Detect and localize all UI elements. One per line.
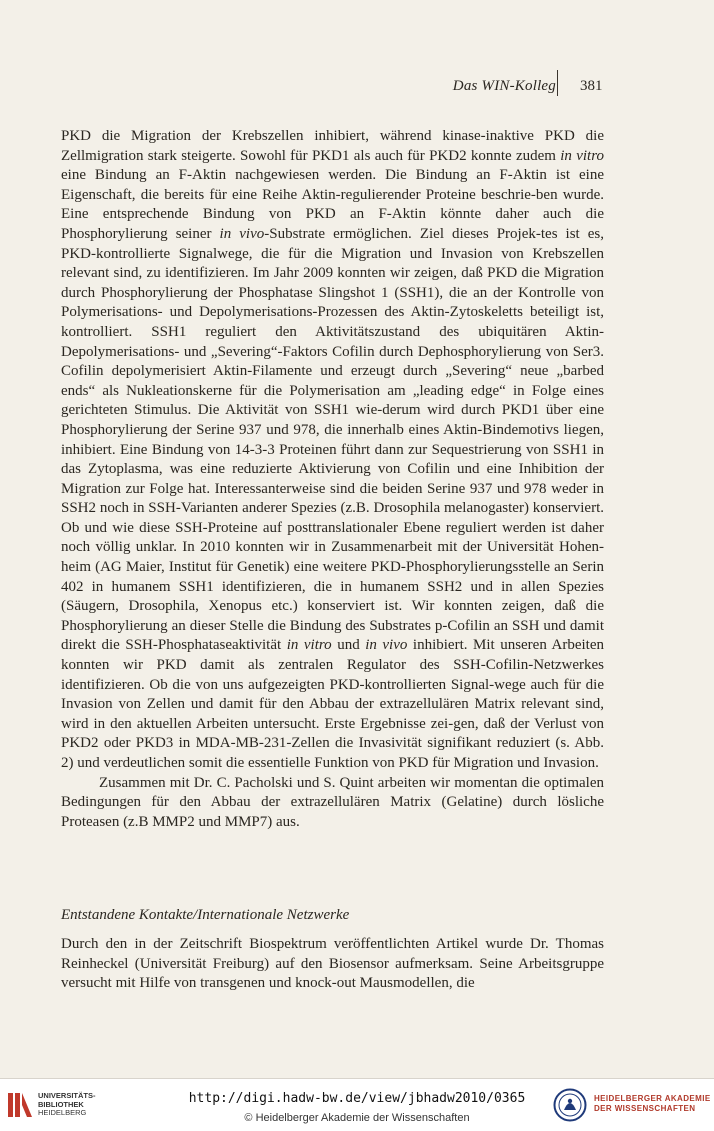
copyright-notice: © Heidelberger Akademie der Wissenschaften bbox=[244, 1112, 470, 1124]
academy-name: HEIDELBERGER AKADEMIE DER WISSENSCHAFTEN bbox=[594, 1094, 711, 1113]
permalink-url[interactable]: http://digi.hadw-bw.de/view/jbhadw2010/0365 bbox=[188, 1091, 526, 1106]
text-run: eine Bindung an F-Aktin nachgewiesen werden. Die Bindung an F-Aktin ist eine Eigenschaft, die bereits für eine Reihe Aktin-regulierender Proteine beschrie-ben wurde. Eine entsprechende Bindung von PKD an F-Aktin könnte daher auch die Phosphorylierung seiner bbox=[61, 167, 604, 242]
text-run: Zusammen mit Dr. C. Pacholski und S. Quint arbeiten wir momentan die optimalen Bedingungen für den Abbau der extrazellulären Matrix (Gelatine) durch lösliche Proteasen (z.B MMP2 und MMP7) aus. bbox=[61, 774, 604, 830]
text-run: -Substrate ermöglichen. Ziel dieses Projek-tes ist es, PKD-kontrollierte Signalwege, die für die Migration und Invasion von Krebszellen relevant sind, zu identifizieren. Im Jahr 2009 konnten wir zeigen, daß PKD die Migration durch Phosphorylierung der Phosphatase Slingshot 1 (SSH1), die an der Kontrolle von Polymerisations- und Depolymerisations-Prozessen des Aktin-Zytoskeletts beteiligt ist, kontrolliert. SSH1 reguliert den Aktivitätszustand des ubiquitären Aktin-Depolymerisations- und „Severing“-Faktors Cofilin durch Dephosphorylierung von Ser3. Cofilin depolymerisiert Aktin-Filamente und erzeugt durch „Severing“ neue „barbed ends“ als Nukleationskerne für die Polymerisation am „leading edge“ in Folge eines gerichteten Stimulus. Die Aktivität von SSH1 wie-derum wird durch PKD1 über eine Phosphorylierung der Serine 937 und 978, die innerhalb eines Aktin-Bindemotivs liegen, inhibiert. Eine Bindung von 14-3-3 Proteinen führt dann zur Sequestrierung von SSH1 in das Zytoplasma, was eine reduzierte Aktivierung von Cofilin und eine Inhibition der Migration zur Folge hat. Interessanterweise sind die beiden Serine 937 und 978 weder in SSH2 noch in SSH-Varianten anderer Spezies (z.B. Drosophila melanogaster) konserviert. Ob und wie diese SSH-Proteine auf posttranslationaler Ebene reguliert werden ist daher noch völlig unklar. In 2010 konnten wir in Zusammenarbeit mit der Universität Hohen-heim (AG Maier, Institut für Genetik) eine weitere PKD-Phosphorylierungsstelle an Serin 402 in humanem SSH1 identifizieren, die in humanem SSH2 und in allen Spezies (Säugern, Drosophila, Xenopus etc.) konserviert ist. Wir konnten zeigen, daß die Phosphorylierung an dieser Stelle die Bindung des Substrates p-Cofilin an SSH und damit direkt die SSH-Phosphataseaktivität bbox=[61, 225, 605, 654]
section-paragraph: Durch den in der Zeitschrift Biospektrum veröffentlichten Artikel wurde Dr. Thomas Reinheckel (Universität Freiburg) auf den Biosensor aufmerksam. Seine Arbeitsgruppe versucht mit Hilfe von transgenen und knock-out Mausmodellen, die bbox=[61, 936, 604, 992]
page-number: 381 bbox=[580, 78, 603, 94]
text-run: inhibiert. Mit unseren Arbeiten konnten wir PKD damit als zentralen Regulator des SSH-Cofilin-Netzwerkes identifizieren. Ob die von uns aufgezeigten PKD-kontrollierten Signal-wege auch für die Invasion von Zellen und damit für den Abbau der extrazellulären Matrix relevant sind, wird in den aktuellen Arbeiten untersucht. Erste Ergebnisse zei-gen, daß der Verlust von PKD2 oder PKD3 in MDA-MB-231-Zellen die Invasivität signifikant reduziert (s. Abb. 2) und verdeutlichen somit die essentielle Funktion von PKD für Migration und Invasion. bbox=[61, 637, 605, 771]
viewer-footer bbox=[0, 1078, 714, 1131]
running-title: Das WIN-Kolleg bbox=[452, 78, 556, 94]
text-run: PKD die Migration der Krebszellen inhibiert, während kinase-inaktive PKD die Zellmigration stark steigerte. Sowohl für PKD1 als auch für PKD2 konnte zudem bbox=[61, 128, 604, 164]
running-head bbox=[0, 78, 714, 100]
university-library-name: UNIVERSITÄTS- BIBLIOTHEK HEIDELBERG bbox=[38, 1091, 96, 1118]
header-divider bbox=[557, 70, 558, 96]
italic-term: in vitro bbox=[286, 637, 332, 654]
text-run: und bbox=[331, 637, 366, 654]
italic-term: in vitro bbox=[560, 147, 604, 164]
italic-term: in vivo bbox=[219, 225, 265, 242]
section-text bbox=[61, 935, 604, 994]
section-heading: Entstandene Kontakte/Internationale Netzwerke bbox=[61, 907, 350, 923]
body-paragraph bbox=[61, 127, 604, 774]
main-text bbox=[61, 127, 604, 832]
body-paragraph bbox=[61, 774, 604, 833]
academy-seal-icon bbox=[553, 1088, 587, 1122]
italic-term: in vivo bbox=[365, 637, 408, 654]
